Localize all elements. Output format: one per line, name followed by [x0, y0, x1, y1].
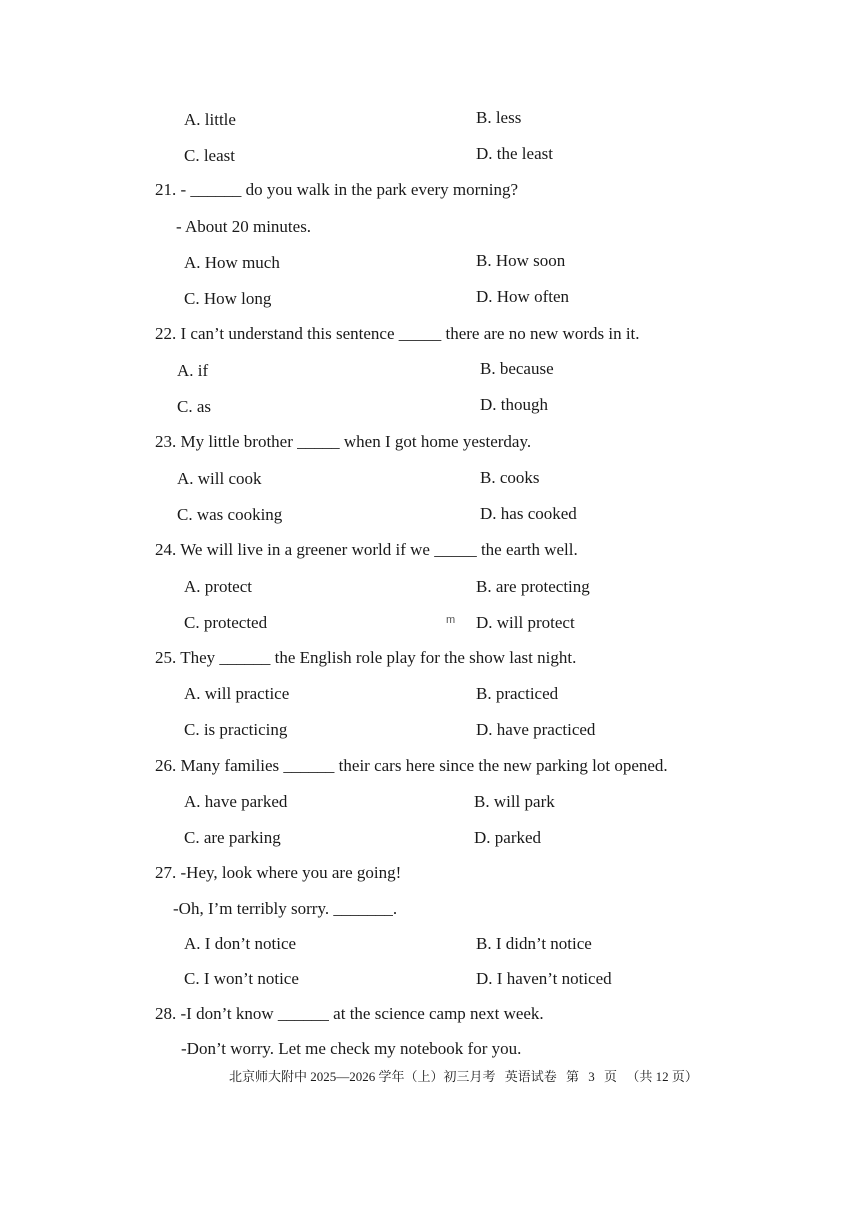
q21-option-d: D. How often [476, 287, 570, 306]
q21-reply: - About 20 minutes. [176, 217, 312, 236]
q21-option-a: A. How much [184, 253, 280, 272]
q23-option-c: C. was cooking [177, 505, 283, 524]
q20-option-b: B. less [476, 108, 522, 127]
q25-option-a: A. will practice [184, 684, 290, 703]
q26-stem: 26. Many families ______ their cars here since the new parking lot opened. [155, 756, 668, 775]
q24-option-d: D. will protect [476, 613, 575, 632]
footer-page-suffix: 页 [604, 1069, 618, 1084]
q24-option-c: C. protected [184, 613, 268, 632]
q21-stem: 21. - ______ do you walk in the park every morning? [155, 180, 519, 199]
q24-option-b: B. are protecting [476, 577, 590, 596]
q27-stem: 27. -Hey, look where you are going! [155, 863, 402, 882]
q26-option-c: C. are parking [184, 828, 281, 847]
footer-subject: 英语试卷 [504, 1069, 557, 1084]
stray-mark: m [446, 614, 456, 626]
q25-option-c: C. is practicing [184, 720, 288, 739]
q26-option-d: D. parked [474, 828, 542, 847]
q25-option-b: B. practiced [476, 684, 559, 703]
q28-reply: -Don’t worry. Let me check my notebook for you. [181, 1039, 522, 1058]
q26-option-b: B. will park [474, 792, 555, 811]
q28-stem: 28. -I don’t know ______ at the science camp next week. [155, 1004, 544, 1023]
q23-option-a: A. will cook [177, 469, 262, 488]
q20-option-c: C. least [184, 146, 235, 165]
q27-option-b: B. I didn’t notice [476, 934, 592, 953]
footer-total-pages: （共 12 页） [626, 1069, 698, 1084]
q24-stem: 24. We will live in a greener world if we _____ the earth well. [155, 540, 578, 559]
q25-option-d: D. have practiced [476, 720, 596, 739]
q27-reply: -Oh, I’m terribly sorry. _______. [173, 899, 398, 918]
q22-option-b: B. because [480, 359, 554, 378]
q22-option-a: A. if [177, 361, 209, 380]
q27-option-d: D. I haven’t noticed [476, 969, 612, 988]
q23-option-d: D. has cooked [480, 504, 577, 523]
q27-option-a: A. I don’t notice [184, 934, 297, 953]
q27-option-c: C. I won’t notice [184, 969, 299, 988]
q23-stem: 23. My little brother _____ when I got home yesterday. [155, 432, 532, 451]
page-footer [229, 1068, 704, 1086]
footer-school: 北京师大附中 2025—2026 学年（上）初三月考 [229, 1069, 496, 1084]
q21-option-c: C. How long [184, 289, 272, 308]
q21-option-b: B. How soon [476, 251, 566, 270]
q22-option-d: D. though [480, 395, 548, 414]
q20-option-a: A. little [184, 110, 236, 129]
q22-stem: 22. I can’t understand this sentence _____ there are no new words in it. [155, 324, 640, 343]
q24-option-a: A. protect [184, 577, 252, 596]
q23-option-b: B. cooks [480, 468, 540, 487]
q25-stem: 25. They ______ the English role play for the show last night. [155, 648, 577, 667]
q26-option-a: A. have parked [184, 792, 288, 811]
q20-option-d: D. the least [476, 144, 553, 163]
q22-option-c: C. as [177, 397, 211, 416]
footer-page-number: 3 [588, 1069, 595, 1084]
footer-page-prefix: 第 [566, 1069, 580, 1084]
